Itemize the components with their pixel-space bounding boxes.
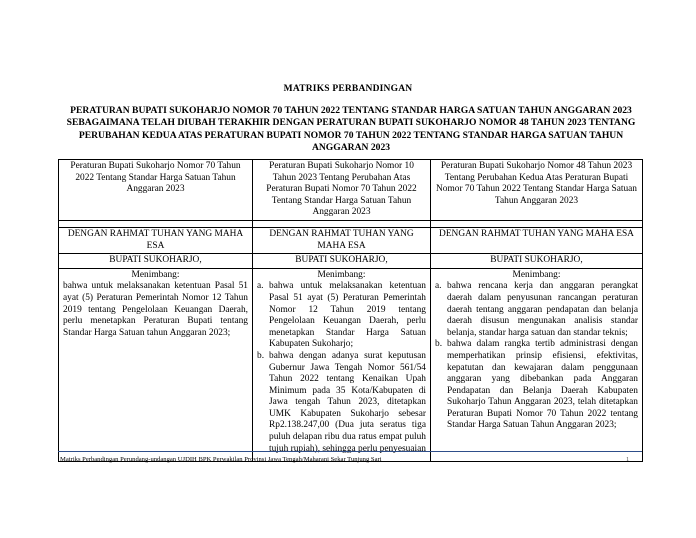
spacer-row: [59, 220, 643, 227]
bupati-cell: BUPATI SUKOHARJO,: [59, 254, 253, 269]
spacer-cell: [253, 220, 431, 227]
footer-text: Matriks Perbandingan Perundang-undangan UJDIH BPK Perwakilan Provinsi Jawa Tengah/Maharani Sekar Tunjung Sari: [60, 456, 382, 463]
rahmat-cell: DENGAN RAHMAT TUHAN YANG MAHA ESA: [59, 227, 253, 253]
menimbang-cell-col2: [253, 268, 431, 461]
menimbang-list: [257, 281, 426, 455]
list-item: [435, 339, 638, 432]
header-row: [59, 160, 643, 221]
spacer-cell: [431, 220, 643, 227]
rahmat-row: [59, 227, 643, 253]
menimbang-cell-col3: [431, 268, 643, 461]
column-header-perbup-70-2022: Peraturan Bupati Sukoharjo Nomor 70 Tahun 2022 Tentang Standar Harga Satuan Tahun Anggaran 2023: [59, 160, 253, 221]
item-text: bahwa dalam rangka tertib administrasi dengan memperhatikan prinsip efisiensi, efektivitas, kepatutan dan kewajaran dalam penggunaan anggaran yang dibebankan pada Anggaran Pendapatan dan Belanja Daerah Kabupaten Sukoharjo Tahun Anggaran 2023, telah ditetapkan Peraturan Bupati Nomor 70 Tahun 2022 tentang Standar Harga Satuan Tahun Anggaran 2023;: [447, 339, 638, 431]
rahmat-cell: DENGAN RAHMAT TUHAN YANG MAHA ESA: [253, 227, 431, 253]
page-title: MATRIKS PERBANDINGAN: [283, 84, 413, 94]
column-header-perbup-10-2023: Peraturan Bupati Sukoharjo Nomor 10 Tahun 2023 Tentang Perubahan Atas Peraturan Bupati Nomor 70 Tahun 2022 Tentang Standar Harga Satuan Tahun Anggaran 2023: [253, 160, 431, 221]
page-subtitle: PERATURAN BUPATI SUKOHARJO NOMOR 70 TAHUN 2022 TENTANG STANDAR HARGA SATUAN TAHUN ANGGARAN 2023 SEBAGAIMANA TELAH DIUBAH TERAKHIR DENGAN PERATURAN BUPATI SUKOHARJO NOMOR 48 TAHUN 2023 TENTANG PERUBAHAN KEDUA ATAS PERATURAN BUPATI NOMOR 70 TAHUN 2022 TENTANG STANDAR HARGA SATUAN TAHUN ANGGARAN 2023: [66, 105, 636, 154]
menimbang-list: [435, 281, 638, 432]
rahmat-cell: DENGAN RAHMAT TUHAN YANG MAHA ESA: [431, 227, 643, 253]
bupati-cell: BUPATI SUKOHARJO,: [431, 254, 643, 269]
column-header-perbup-48-2023: Peraturan Bupati Sukoharjo Nomor 48 Tahun 2023 Tentang Perubahan Kedua Atas Peraturan Bupati Nomor 70 Tahun 2022 Tentang Standar Harga Satuan Tahun Anggaran 2023: [431, 160, 643, 221]
footer-rule: [58, 451, 642, 452]
item-text: bahwa dengan adanya surat keputusan Gubernur Jawa Tengah Nomor 561/54 Tahun 2022 tentang Kenaikan Upah Minimum pada 35 Kota/Kabupaten di Jawa tengah Tahun 2023, ditetapkan UMK Kabupaten Sukoharjo sebesar Rp2.138.247,00 (Dua juta seratus tiga puluh delapan ribu dua ratus empat puluh tujuh rupiah), sehingga perlu penyesuaian: [269, 350, 426, 454]
item-marker: b.: [257, 350, 265, 361]
comparison-table: [58, 159, 643, 462]
item-text: bahwa rencana kerja dan anggaran perangkat daerah dalam penyusunan rancangan peraturan daerah tentang anggaran pendapatan dan belanja daerah disusun mengunakan analisis standar belanja, standar harga satuan dan standar teknis;: [447, 281, 638, 338]
menimbang-label: Menimbang:: [131, 269, 180, 280]
spacer-cell: [59, 220, 253, 227]
item-marker: b.: [435, 339, 443, 350]
item-marker: a.: [435, 281, 442, 292]
menimbang-label: Menimbang:: [317, 269, 366, 280]
bupati-cell: BUPATI SUKOHARJO,: [253, 254, 431, 269]
menimbang-cell-col1: [59, 268, 253, 461]
item-text: bahwa untuk melaksanakan ketentuan Pasal 51 ayat (5) Peraturan Pemerintah Nomor 12 Tahun 2019 tentang Pengelolaan Keuangan Daerah, perlu menetapkan Standar Harga Satuan Kabupaten Sukoharjo;: [269, 281, 426, 350]
item-marker: a.: [257, 281, 264, 292]
page-number: 1: [626, 456, 630, 463]
list-item: [257, 281, 426, 351]
list-item: [435, 281, 638, 339]
menimbang-paragraph: bahwa untuk melaksanakan ketentuan Pasal 51 ayat (5) Peraturan Pemerintah Nomor 12 Tahun 2019 tentang Pengelolaan Keuangan Daerah, perlu menetapkan Peraturan Bupati tentang Standar Harga Satuan tahun Anggaran 2023;: [63, 281, 248, 338]
bupati-row: [59, 254, 643, 269]
menimbang-row: [59, 268, 643, 461]
list-item: [257, 351, 426, 455]
menimbang-label: Menimbang:: [512, 269, 561, 280]
